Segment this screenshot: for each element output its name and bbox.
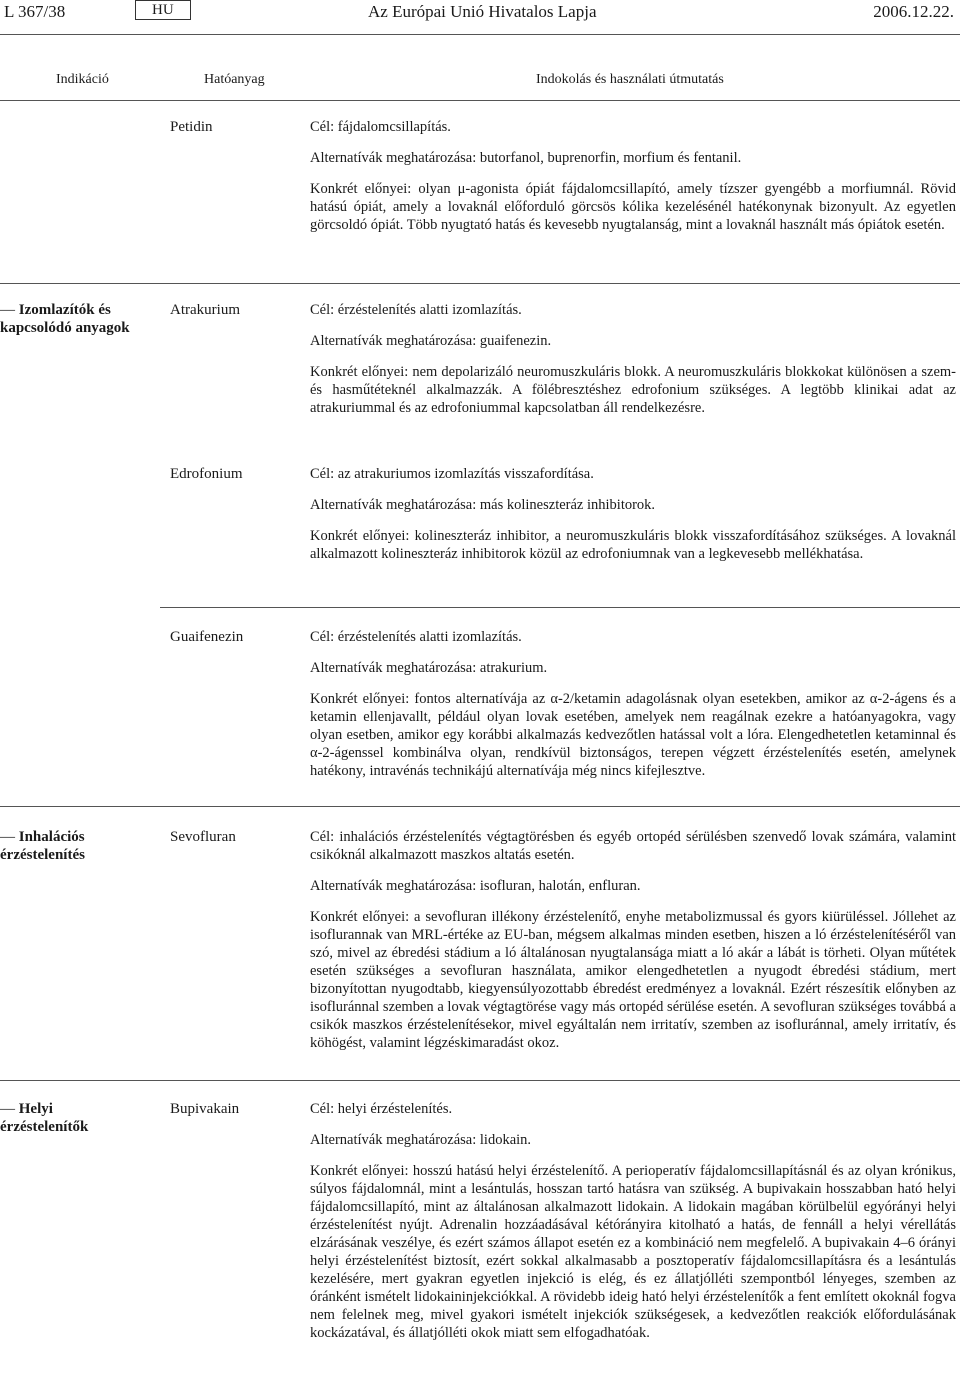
purpose-text: Cél: érzéstelenítés alatti izomlazítás.: [310, 302, 522, 318]
justification-text: [310, 118, 956, 247]
dash-marker: —: [0, 829, 19, 845]
dash-marker: —: [0, 1101, 19, 1117]
advantages-text: Konkrét előnyei: hosszú hatású helyi érzéstelenítő. A perioperatív fájdalomcsillapításnál és az olyan krónikus, súlyos fájdalomnál, mint a lesántulás, hosszan tartó hatásra van szükség. A bupivakain hosszabban ható helyi fájdalomcsillapító, mint az általánosan alkalmazott lidokain. A lidokain magában körülbelül egyórányi helyi érzéstelenítést nyújt. Adrenalin hozzáadásával kétórányira kitolható a hatás, de fennáll a helyi vérellátás elzárásának veszélye, és ezért számos állapot esetén ez a kombináció nem megfelelő. A bupivakain 4–6 órányi helyi érzéstelenítést biztosít, ezért sokkal alkalmasabb a posztoperatív fájdalomcsillapításra és a lesántulás kezelésére, mert gyakran egyetlen injekció is elég, és ez állatjólléti szempontból lényeges, szemben az óránként ismételt lidokaininjekciókkal. A rövidebb ideig ható helyi érzéstelenítők a fent említett okoknál fogva nem felelnek meg, mivel gyakori ismételt injekciók szükségesek, a kedvezőtlen reakciók előfordulásának kockázatával, és állatjólléti okok miatt sem elfogadhatóak.: [310, 1163, 956, 1341]
alternatives-text: Alternatívák meghatározása: guaifenezin.: [310, 333, 552, 349]
row-divider: [0, 283, 960, 284]
advantages-text: Konkrét előnyei: fontos alternatívája az α-2/ketamin adagolásnak olyan esetekben, amikor az α-2-ágens és a ketamin ellenjavallt, például olyan lovak esetében, amelyek nem reagálnak ezekre a hatóanyagokra, vagy olyan esetben, amikor egy korábbi alkalmazás kedvezőtlen hatással volt a lóra. Elengedhetetlen ketaminnal és α-2-ágenssel kombinálva olyan, rendkívül biztonságos, terepen végzett érzéstelenítés esetén, amelynek hatékony, intravénás technikájú alternatívája még nincs kifejlesztve.: [310, 691, 956, 779]
purpose-text: Cél: az atrakuriumos izomlazítás visszafordítása.: [310, 466, 594, 482]
substance-name: Atrakurium: [170, 302, 240, 318]
alternatives-text: Alternatívák meghatározása: isofluran, halotán, enfluran.: [310, 878, 641, 894]
purpose-text: Cél: inhalációs érzéstelenítés végtagtörésben és egyéb ortopéd sérülésben szenvedő lovak számára, valamint csikóknál alkalmazott maszkos altatás esetén.: [310, 829, 956, 863]
advantages-text: Konkrét előnyei: olyan μ-agonista ópiát fájdalomcsillapító, amely tízszer gyengébb a morfiumnál. Rövid hatású ópiát, amely a lovaknál előforduló görcsös kólika kezelésénél hatékonynak bizonyult. Az egyetlen görcsoldó ópiát. Több nyugtató hatás és kevesebb nyugtalanság, mint a lovaknál használt más ópiátok esetén.: [310, 181, 956, 233]
header-rule: [0, 34, 960, 35]
alternatives-text: Alternatívák meghatározása: atrakurium.: [310, 660, 548, 676]
purpose-text: Cél: fájdalomcsillapítás.: [310, 119, 451, 135]
substance-name: Edrofonium: [170, 466, 243, 482]
journal-title: Az Európai Unió Hivatalos Lapja: [368, 2, 597, 21]
category-label: — Izomlazítók és kapcsolódó anyagok: [0, 302, 130, 336]
justification-text: [310, 301, 956, 430]
row-divider: [0, 1080, 960, 1081]
justification-text: [310, 465, 956, 576]
advantages-text: Konkrét előnyei: a sevofluran illékony érzéstelenítő, enyhe metabolizmussal és gyors kiürüléssel. Jóllehet az isoflurannak van MRL-értéke az EU-ban, mégsem alkalmas minden esetben, hiszen a ló érzéstelenítéséről van szó, mivel az ébredési stádium a ló általánosan nyugtalansága miatt a ló akár a lábát is törheti. Olyan műtétek esetén szükséges a sevofluran használata, amikor elengedhetetlen a nyugodt ébredési stádium, mert bizonyítottan nyugodtabb, kiegyensúlyozottabb ébredést eredményez a lovaknál. Ezért részesítik előnyben az isofluránnal szemben a lovak végtagtörése vagy más ortopéd sérülése esetén. A sevofluran szükséges továbbá a csikók maszkos érzéstelenítésekor, mivel egyáltalán nem irritatív, szemben az isofluránnal, amely irritatív, és köhögést, valamint légzéskimaradást okoz.: [310, 909, 956, 1051]
category-label: — Inhalációs érzéstelenítés: [0, 829, 85, 863]
alternatives-text: Alternatívák meghatározása: butorfanol, buprenorfin, morfium és fentanil.: [310, 150, 742, 166]
justification-text: [310, 1100, 956, 1355]
dash-marker: —: [0, 302, 19, 318]
column-header-indication: Indikáció: [56, 72, 109, 87]
justification-text: [310, 828, 956, 1065]
alternatives-text: Alternatívák meghatározása: lidokain.: [310, 1132, 532, 1148]
substance-name: Guaifenezin: [170, 629, 244, 645]
category-label: — Helyi érzéstelenítők: [0, 1101, 89, 1135]
purpose-text: Cél: érzéstelenítés alatti izomlazítás.: [310, 629, 522, 645]
justification-text: [310, 628, 956, 793]
column-header-rule: [0, 100, 960, 101]
advantages-text: Konkrét előnyei: nem depolarizáló neuromuszkuláris blokk. A neuromuszkuláris blokkokat különösen a szem- és hasműtéteknél alkalmazzák. A fölébresztéshez edrofonium szükséges. A legtöbb klinikai adat az atrakuriummal és az edrofoniummal kapcsolatban áll rendelkezésre.: [310, 364, 956, 416]
purpose-text: Cél: helyi érzéstelenítés.: [310, 1101, 453, 1117]
language-code: HU: [135, 0, 191, 20]
row-divider: [0, 806, 960, 807]
page-number: L 367/38: [4, 2, 66, 21]
column-header-justification: Indokolás és használati útmutatás: [536, 72, 724, 87]
alternatives-text: Alternatívák meghatározása: más kolineszteráz inhibitorok.: [310, 497, 656, 513]
page-header: [0, 0, 960, 34]
advantages-text: Konkrét előnyei: kolineszteráz inhibitor, a neuromuszkuláris blokk visszafordításához szükséges. A lovaknál alkalmazott kolineszteráz inhibitorok közül az edrofoniumnak van a legkevesebb mellékhatása.: [310, 528, 956, 562]
substance-name: Bupivakain: [170, 1101, 240, 1117]
substance-name: Sevofluran: [170, 829, 236, 845]
column-header-substance: Hatóanyag: [204, 72, 265, 87]
publication-date: 2006.12.22.: [873, 2, 954, 21]
substance-name: Petidin: [170, 119, 213, 135]
row-divider: [160, 607, 960, 608]
